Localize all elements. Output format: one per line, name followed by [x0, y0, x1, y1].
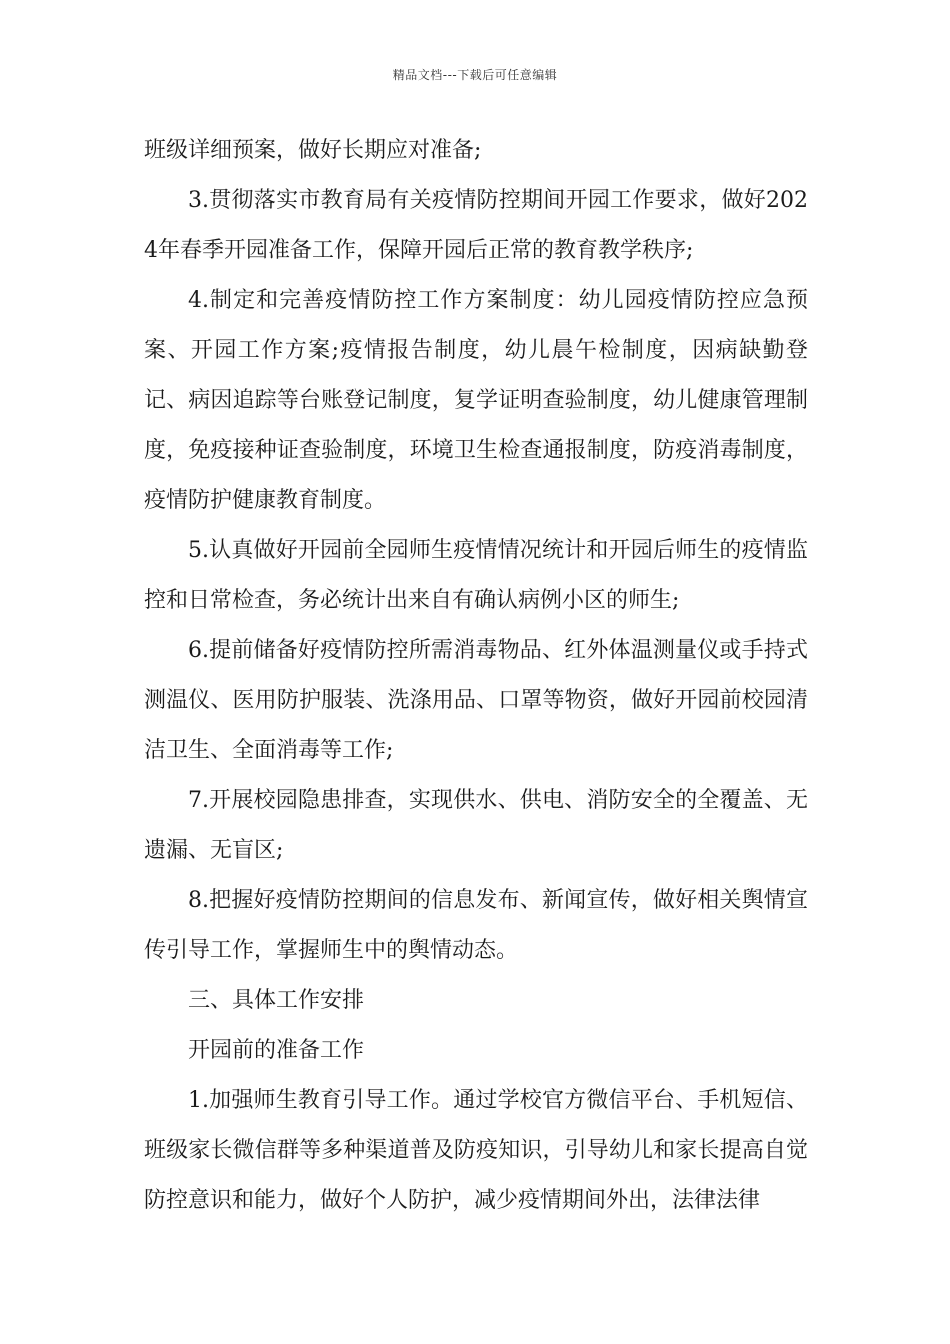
- page-header: 精品文档---下载后可任意编辑: [392, 68, 558, 82]
- paragraph-7: 8.把握好疫情防控期间的信息发布、新闻宣传，做好相关舆情宣传引导工作，掌握师生中的舆情动态。: [144, 888, 808, 963]
- paragraph-5: 6.提前储备好疫情防控所需消毒物品、红外体温测量仪或手持式测温仪、医用防护服装、洗涤用品、口罩等物资，做好开园前校园清洁卫生、全面消毒等工作;: [144, 638, 808, 763]
- subsection-heading: 开园前的准备工作: [188, 1038, 365, 1063]
- section-heading: 三、具体工作安排: [188, 988, 365, 1013]
- paragraph-1: 班级详细预案，做好长期应对准备;: [144, 138, 482, 163]
- document-body: [144, 126, 808, 1226]
- paragraph-6: 7.开展校园隐患排查，实现供水、供电、消防安全的全覆盖、无遗漏、无盲区;: [144, 788, 808, 863]
- paragraph-2: 3.贯彻落实市教育局有关疫情防控期间开园工作要求，做好2024年春季开园准备工作，保障开园后正常的教育教学秩序;: [144, 188, 808, 263]
- paragraph-4: 5.认真做好开园前全园师生疫情情况统计和开园后师生的疫情监控和日常检查，务必统计出来自有确认病例小区的师生;: [144, 538, 808, 613]
- paragraph-3: 4.制定和完善疫情防控工作方案制度：幼儿园疫情防控应急预案、开园工作方案;疫情报告制度，幼儿晨午检制度，因病缺勤登记、病因追踪等台账登记制度，复学证明查验制度，幼儿健康管理制度，免疫接种证查验制度，环境卫生检查通报制度，防疫消毒制度，疫情防护健康教育制度。: [144, 288, 808, 513]
- paragraph-8: 1.加强师生教育引导工作。通过学校官方微信平台、手机短信、班级家长微信群等多种渠道普及防疫知识，引导幼儿和家长提高自觉防控意识和能力，做好个人防护，减少疫情期间外出，法律法律: [144, 1088, 808, 1213]
